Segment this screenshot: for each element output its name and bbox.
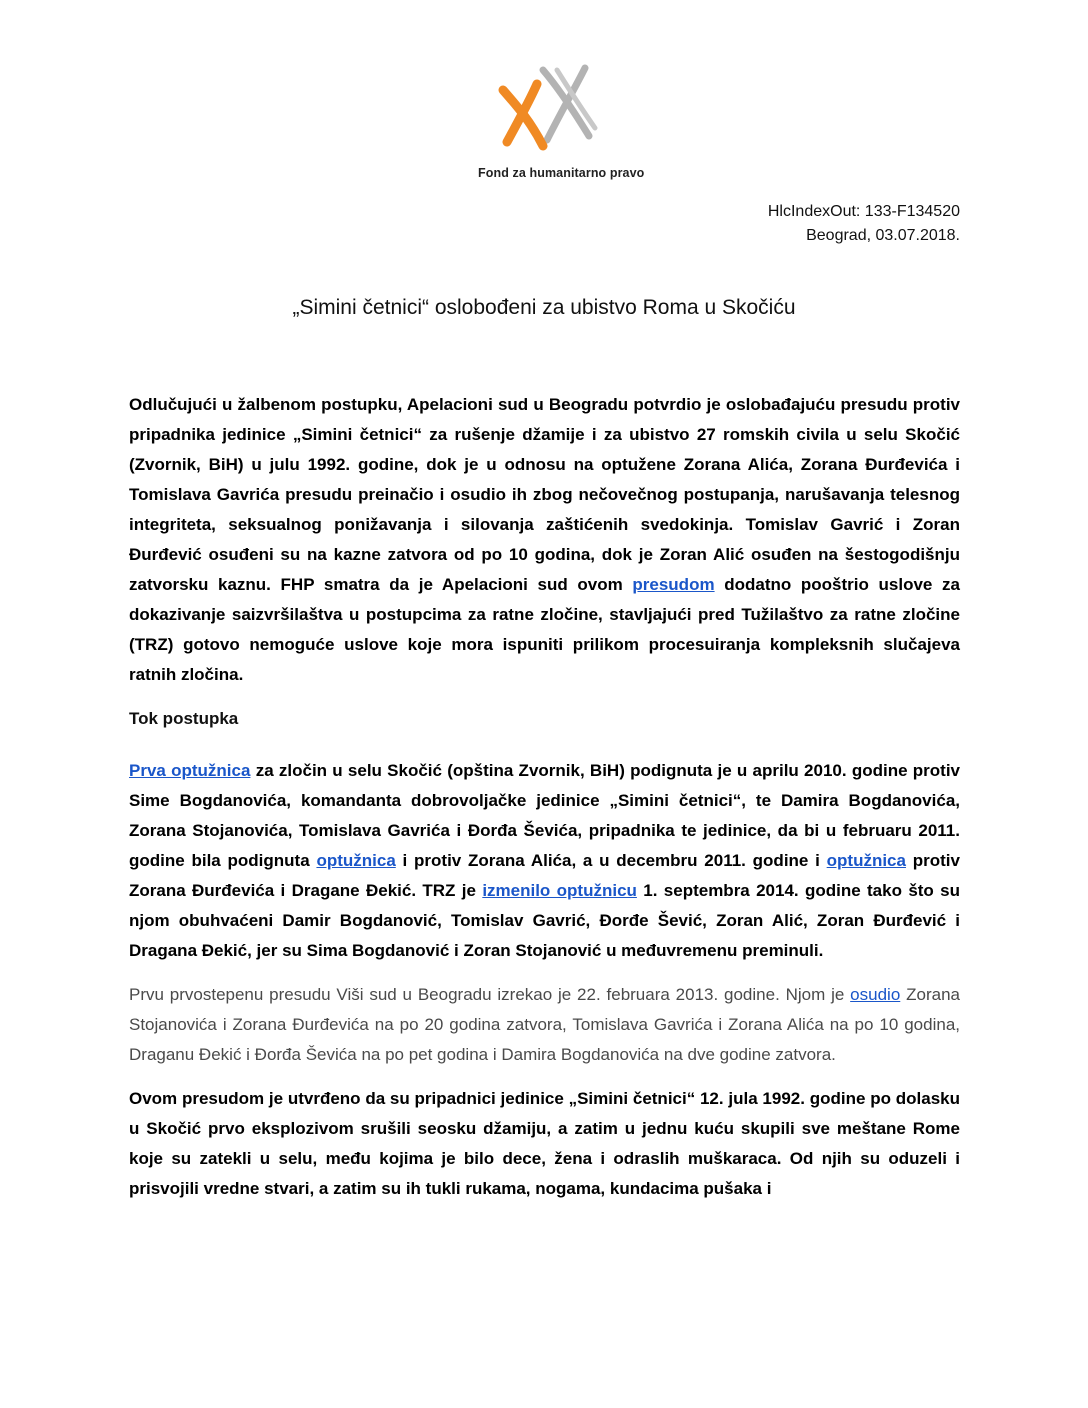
paragraph-text: Prvu prvostepenu presudu Viši sud u Beogradu izrekao je 22. februara 2013. godine. Njom je (129, 985, 845, 1004)
paragraph-text: Odlučujući u žalbenom postupku, Apelacioni sud u Beogradu potvrdio je oslobađajuću presudu protiv pripadnika jedinice „Simini četnici“ za rušenje džamije i za ubistvo 27 romskih civila u selu Skočić (Zvornik, BiH) u julu 1992. godine, dok je u odnosu na optužene Zorana Alića, Zorana Đurđevića i Tomislava Gavrića presudu preinačio i osudio ih zbog nečovečnog postupanja, narušavanja telesnog integriteta, seksualnog ponižavanja i silovanja zaštićenih svedokinja. Tomislav Gavrić i Zoran Đurđević osuđeni su na kazne zatvora od po 10 godina, dok je Zoran Alić osuđen na šestogodišnju zatvorsku kaznu. FHP smatra da je Apelacioni sud ovom (129, 395, 960, 594)
paragraph-indictment (129, 756, 960, 966)
fhp-logo-icon (485, 62, 615, 162)
paragraph-text: dodatno pooštrio uslove za dokazivanje saizvršilaštva u postupcima za ratne zločine, stavljajući pred Tužilaštvo za ratne zločine (TRZ) gotovo nemoguće uslove koje mora ispuniti prilikom procesuiranja kompleksnih slučajeva ratnih zločina. (129, 575, 960, 684)
document-title: „Simini četnici“ oslobođeni za ubistvo Roma u Skočiću (292, 296, 796, 319)
paragraph-text: Zorana Stojanovića i Zorana Đurđevića na po 20 godina zatvora, Tomislava Gavrića i Zorana Alića na po 10 godina, Draganu Đekić i Đorđa Ševića na po pet godina i Damira Bogdanovića na dve godine zatvora. (129, 985, 960, 1064)
paragraph-text: protiv Zorana Đurđevića i Dragane Đekić. TRZ je (129, 851, 960, 900)
paragraph-text: Ovom presudom je utvrđeno da su pripadnici jedinice „Simini četnici“ 12. jula 1992. godine po dolasku u Skočić prvo eksplozivom srušili seosku džamiju, a zatim u jednu kuću skupili sve meštane Rome koje su zatekli u selu, među kojima je bilo dece, žena i odraslih muškaraca. Od njih su oduzeli i prisvojili vredne stvari, a zatim su ih tukli rukama, nogama, kundacima pušaka i (129, 1089, 960, 1198)
place-date: Beograd, 03.07.2018. (806, 227, 960, 244)
link-izmenilo-optuznicu[interactable]: izmenilo optužnicu (482, 881, 637, 900)
paragraph-text: i protiv Zorana Alića, a u decembru 2011. godine i (402, 851, 820, 870)
paragraph-findings (129, 1084, 960, 1204)
paragraph-text: za zločin u selu Skočić (opština Zvornik, BiH) podignuta je u aprilu 2010. godine protiv Sime Bogdanovića, komandanta dobrovoljačke jedinice „Simini četnici“, te Damira Bogdanovića, Zorana Stojanovića, Tomislava Gavrića i Đorđa Ševića, pripadnika te jedinice, da bi u februaru 2011. godine bila podignuta (129, 761, 960, 870)
link-osudio[interactable]: osudio (850, 985, 901, 1004)
paragraph-text: 1. septembra 2014. godine tako što su njom obuhvaćeni Damir Bogdanović, Tomislav Gavrić, Đorđe Šević, Zoran Alić, Zoran Đurđević i Dragana Đekić, jer su Sima Bogdanović i Zoran Stojanović u međuvremenu preminuli. (129, 881, 960, 960)
link-presudom[interactable]: presudom (632, 575, 715, 594)
paragraph-first-verdict (129, 980, 960, 1070)
link-optuznica-2011-dec[interactable]: optužnica (826, 851, 906, 870)
link-optuznica-2011-feb[interactable]: optužnica (316, 851, 396, 870)
section-heading: Tok postupka (129, 709, 239, 728)
document-body (129, 390, 960, 1204)
paragraph-intro (129, 390, 960, 690)
document-meta (768, 200, 960, 248)
org-name: Fond za humanitarno pravo (478, 166, 645, 180)
link-prva-optuznica[interactable]: Prva optužnica (129, 761, 251, 780)
index-out: HlcIndexOut: 133-F134520 (767, 203, 960, 220)
